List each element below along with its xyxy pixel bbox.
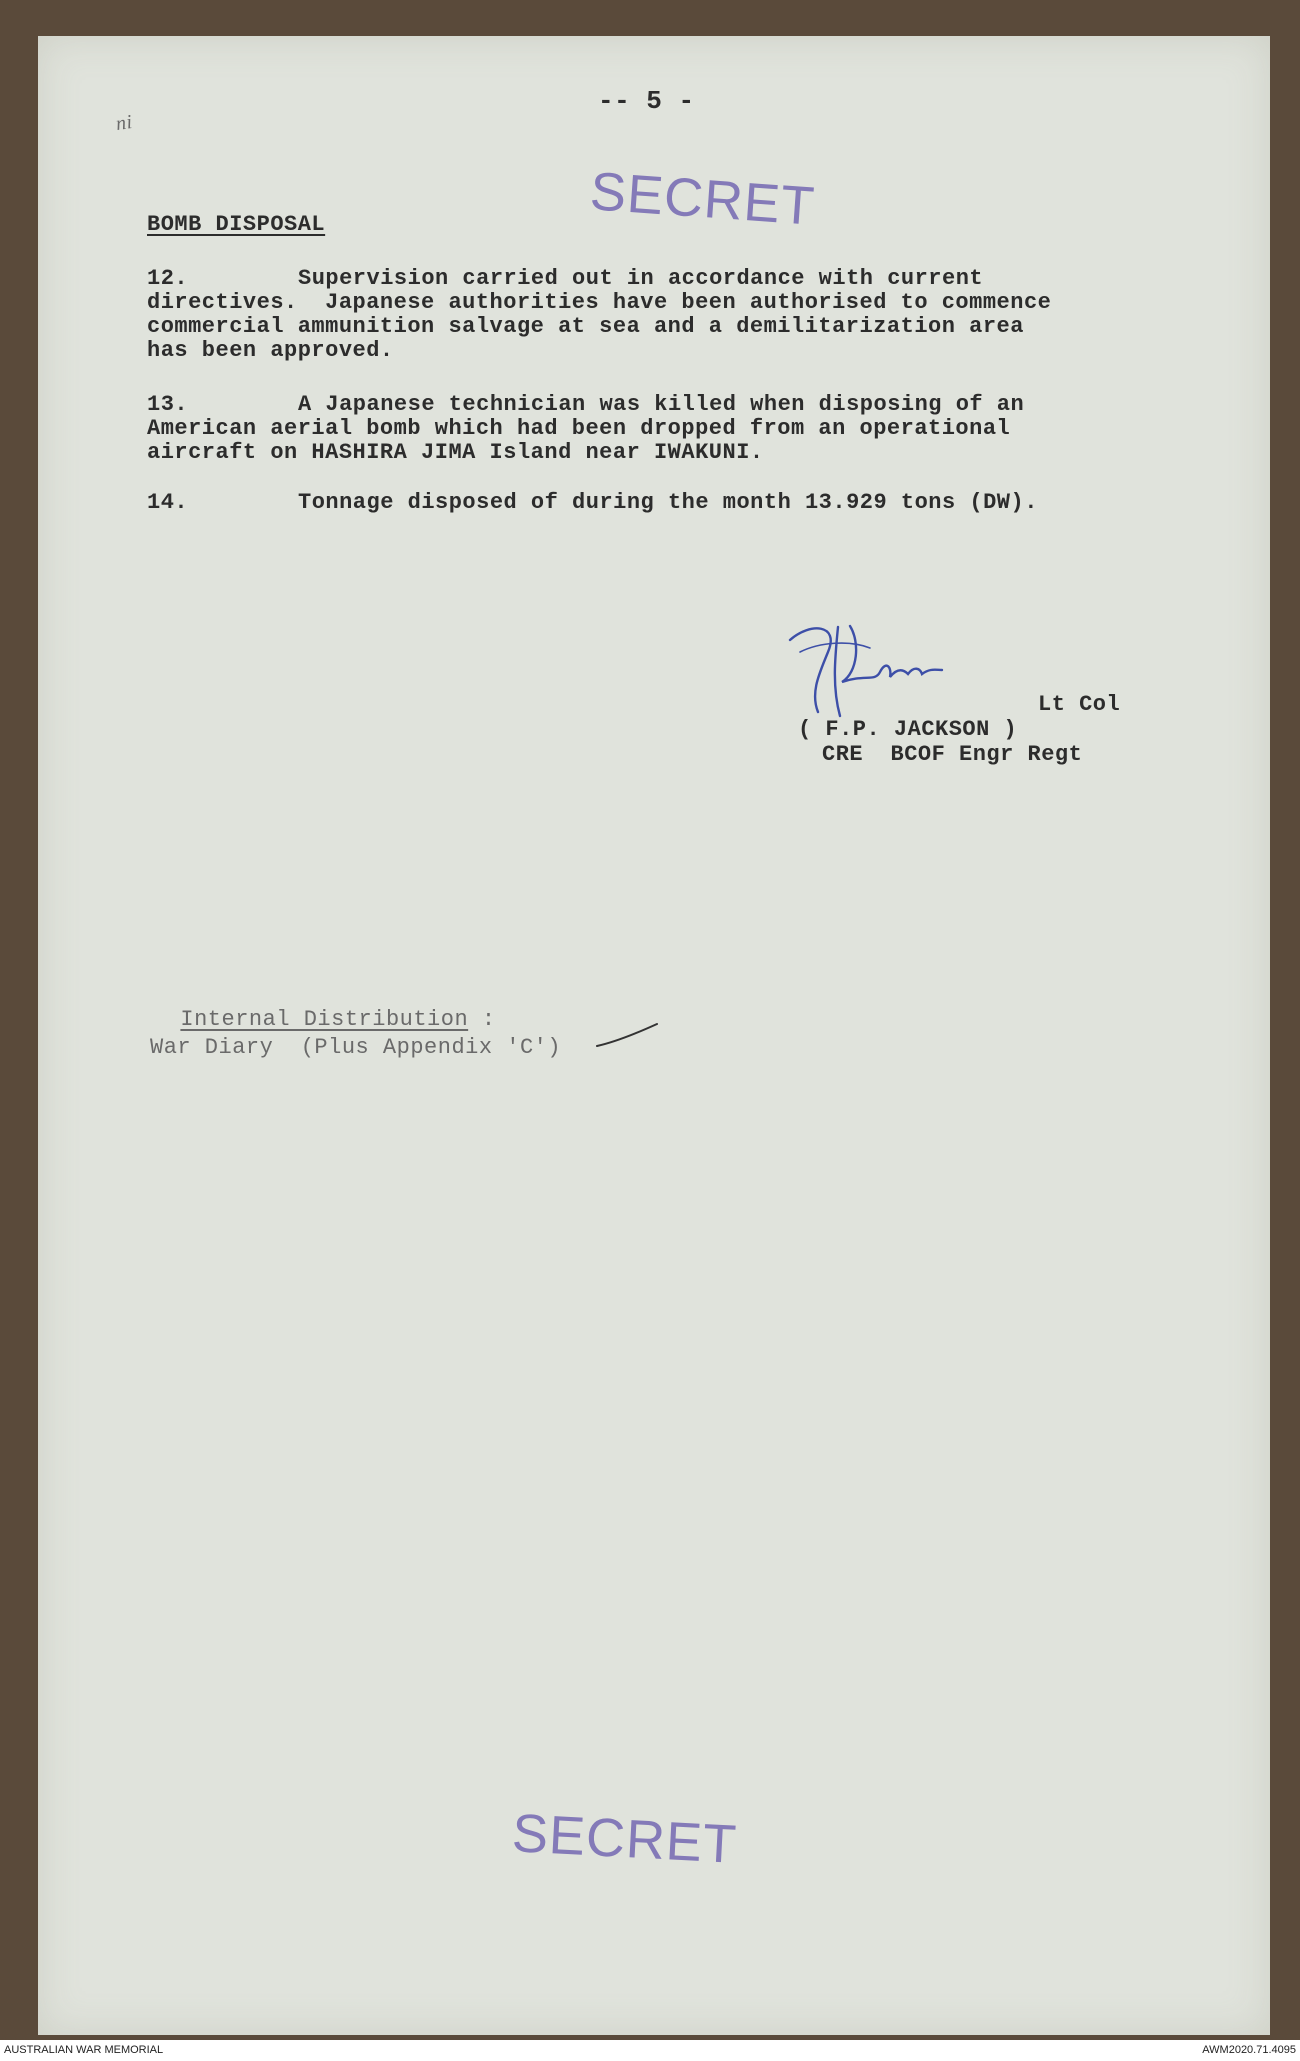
paragraph-number: 12. [147,266,189,291]
paragraph-number: 14. [147,490,189,515]
distribution-heading [153,982,496,1032]
handwritten-signature [780,612,980,732]
signatory-rank: Lt Col [1038,692,1121,717]
paragraph-line: commercial ammunition salvage at sea and a demilitarization area [147,314,1024,339]
archive-footer [0,2040,1300,2061]
secret-stamp-top: SECRET [588,161,817,237]
distribution-heading-text: Internal Distribution [180,1007,469,1032]
distribution-colon [468,1007,482,1032]
paragraph-line: A Japanese technician was killed when disposing of an [298,392,1025,417]
distribution-colon-char: : [481,1007,496,1032]
distribution-item: War Diary (Plus Appendix 'C') [150,1035,562,1060]
signatory-name: ( F.P. JACKSON ) [798,717,1018,742]
paragraph-line: American aerial bomb which had been dropped from an operational [147,416,1011,441]
paragraph-line: Supervision carried out in accordance with current [298,266,984,291]
paragraph-line: has been approved. [147,338,394,363]
page-number: -- 5 - [598,86,695,116]
paragraph-line: directives. Japanese authorities have been authorised to commence [147,290,1052,315]
footer-left-label: AUSTRALIAN WAR MEMORIAL [4,2044,164,2056]
secret-stamp-bottom: SECRET [510,1803,739,1875]
signatory-title: CRE BCOF Engr Regt [822,742,1083,767]
section-heading: BOMB DISPOSAL [147,212,326,237]
check-tick-mark [595,1020,665,1050]
paragraph-number: 13. [147,392,189,417]
paragraph-line: aircraft on HASHIRA JIMA Island near IWAKUNI. [147,440,764,465]
footer-right-label: AWM2020.71.4095 [1202,2044,1296,2056]
paragraph-line: Tonnage disposed of during the month 13.929 tons (DW). [298,490,1038,515]
corner-mark: ni [114,110,134,136]
